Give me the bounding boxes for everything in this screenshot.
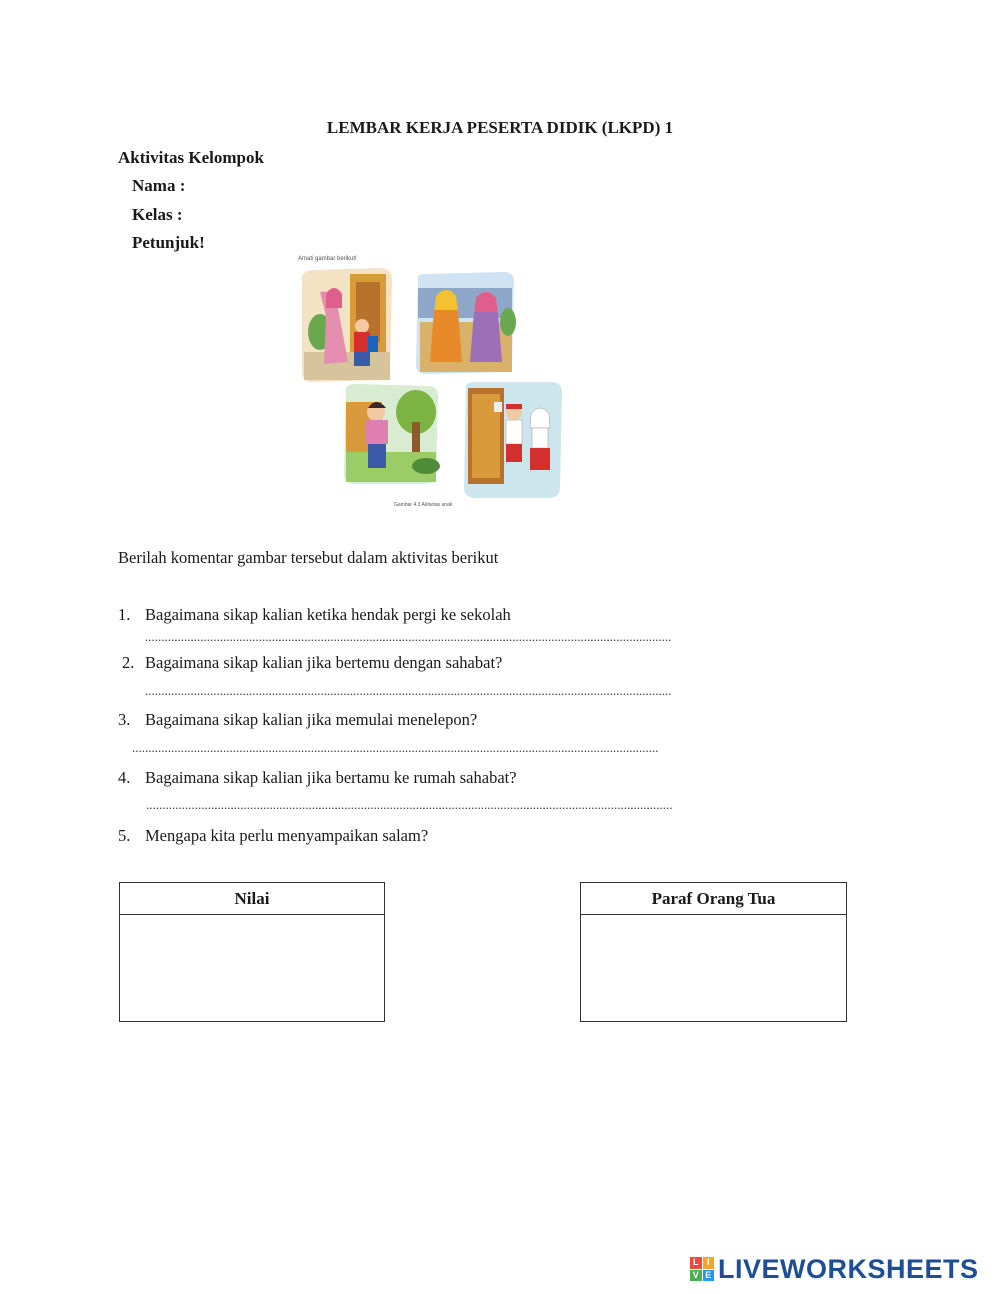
liveworksheets-logo[interactable] xyxy=(690,1252,979,1286)
score-field[interactable] xyxy=(120,915,384,1022)
score-header: Nilai xyxy=(120,883,384,915)
question-5-text: Mengapa kita perlu menyampaikan salam? xyxy=(145,826,429,845)
logo-letter-i: I xyxy=(703,1257,715,1269)
intro-text: Berilah komentar gambar tersebut dalam aktivitas berikut xyxy=(118,548,499,567)
answer-line-2[interactable]: .................................................................................................................................................................. xyxy=(145,683,672,698)
question-1-number: 1. xyxy=(118,605,131,624)
worksheet-title: LEMBAR KERJA PESERTA DIDIK (LKPD) 1 xyxy=(326,118,674,137)
panel-adults-meeting xyxy=(416,272,516,374)
logo-text: LIVEWORKSHEETS xyxy=(718,1253,979,1284)
parent-signature-field[interactable] xyxy=(581,915,846,1022)
question-2-text: Bagaimana sikap kalian jika bertemu dengan sahabat? xyxy=(145,653,503,672)
answer-line-4[interactable]: .................................................................................................................................................................. xyxy=(146,797,673,812)
question-3-number: 3. xyxy=(118,710,131,729)
question-3-text: Bagaimana sikap kalian jika memulai menelepon? xyxy=(145,710,478,729)
question-4-number: 4. xyxy=(118,768,131,787)
parent-signature-header: Paraf Orang Tua xyxy=(581,883,846,915)
panel-boy-phone xyxy=(344,384,440,484)
illustration-panels xyxy=(290,252,580,514)
answer-line-1[interactable]: .................................................................................................................................................................. xyxy=(145,629,672,644)
logo-letter-e: E xyxy=(703,1270,715,1282)
liveworksheets-logo-mark xyxy=(690,1257,714,1281)
logo-letter-l: L xyxy=(690,1257,702,1269)
activity-illustration xyxy=(290,252,580,514)
question-2-number: 2. xyxy=(122,653,135,672)
logo-letter-v: V xyxy=(690,1270,702,1282)
activity-label: Aktivitas Kelompok xyxy=(118,148,264,167)
question-4-text: Bagaimana sikap kalian jika bertamu ke rumah sahabat? xyxy=(145,768,517,787)
figure-bottom-caption: Gambar 4.3 Aktivitas anak xyxy=(394,502,453,508)
class-label: Kelas : xyxy=(132,205,183,224)
panel-mother-child xyxy=(302,268,392,382)
score-box xyxy=(119,882,385,1022)
instruction-label: Petunjuk! xyxy=(132,233,205,252)
name-label: Nama : xyxy=(132,176,186,195)
figure-top-caption: Amati gambar berikut! xyxy=(298,256,357,262)
question-5-number: 5. xyxy=(118,826,131,845)
answer-line-3[interactable]: .................................................................................................................................................................. xyxy=(132,740,659,755)
parent-signature-box xyxy=(580,882,847,1022)
question-1-text: Bagaimana sikap kalian ketika hendak pergi ke sekolah xyxy=(145,605,511,624)
panel-children-door xyxy=(464,382,562,498)
